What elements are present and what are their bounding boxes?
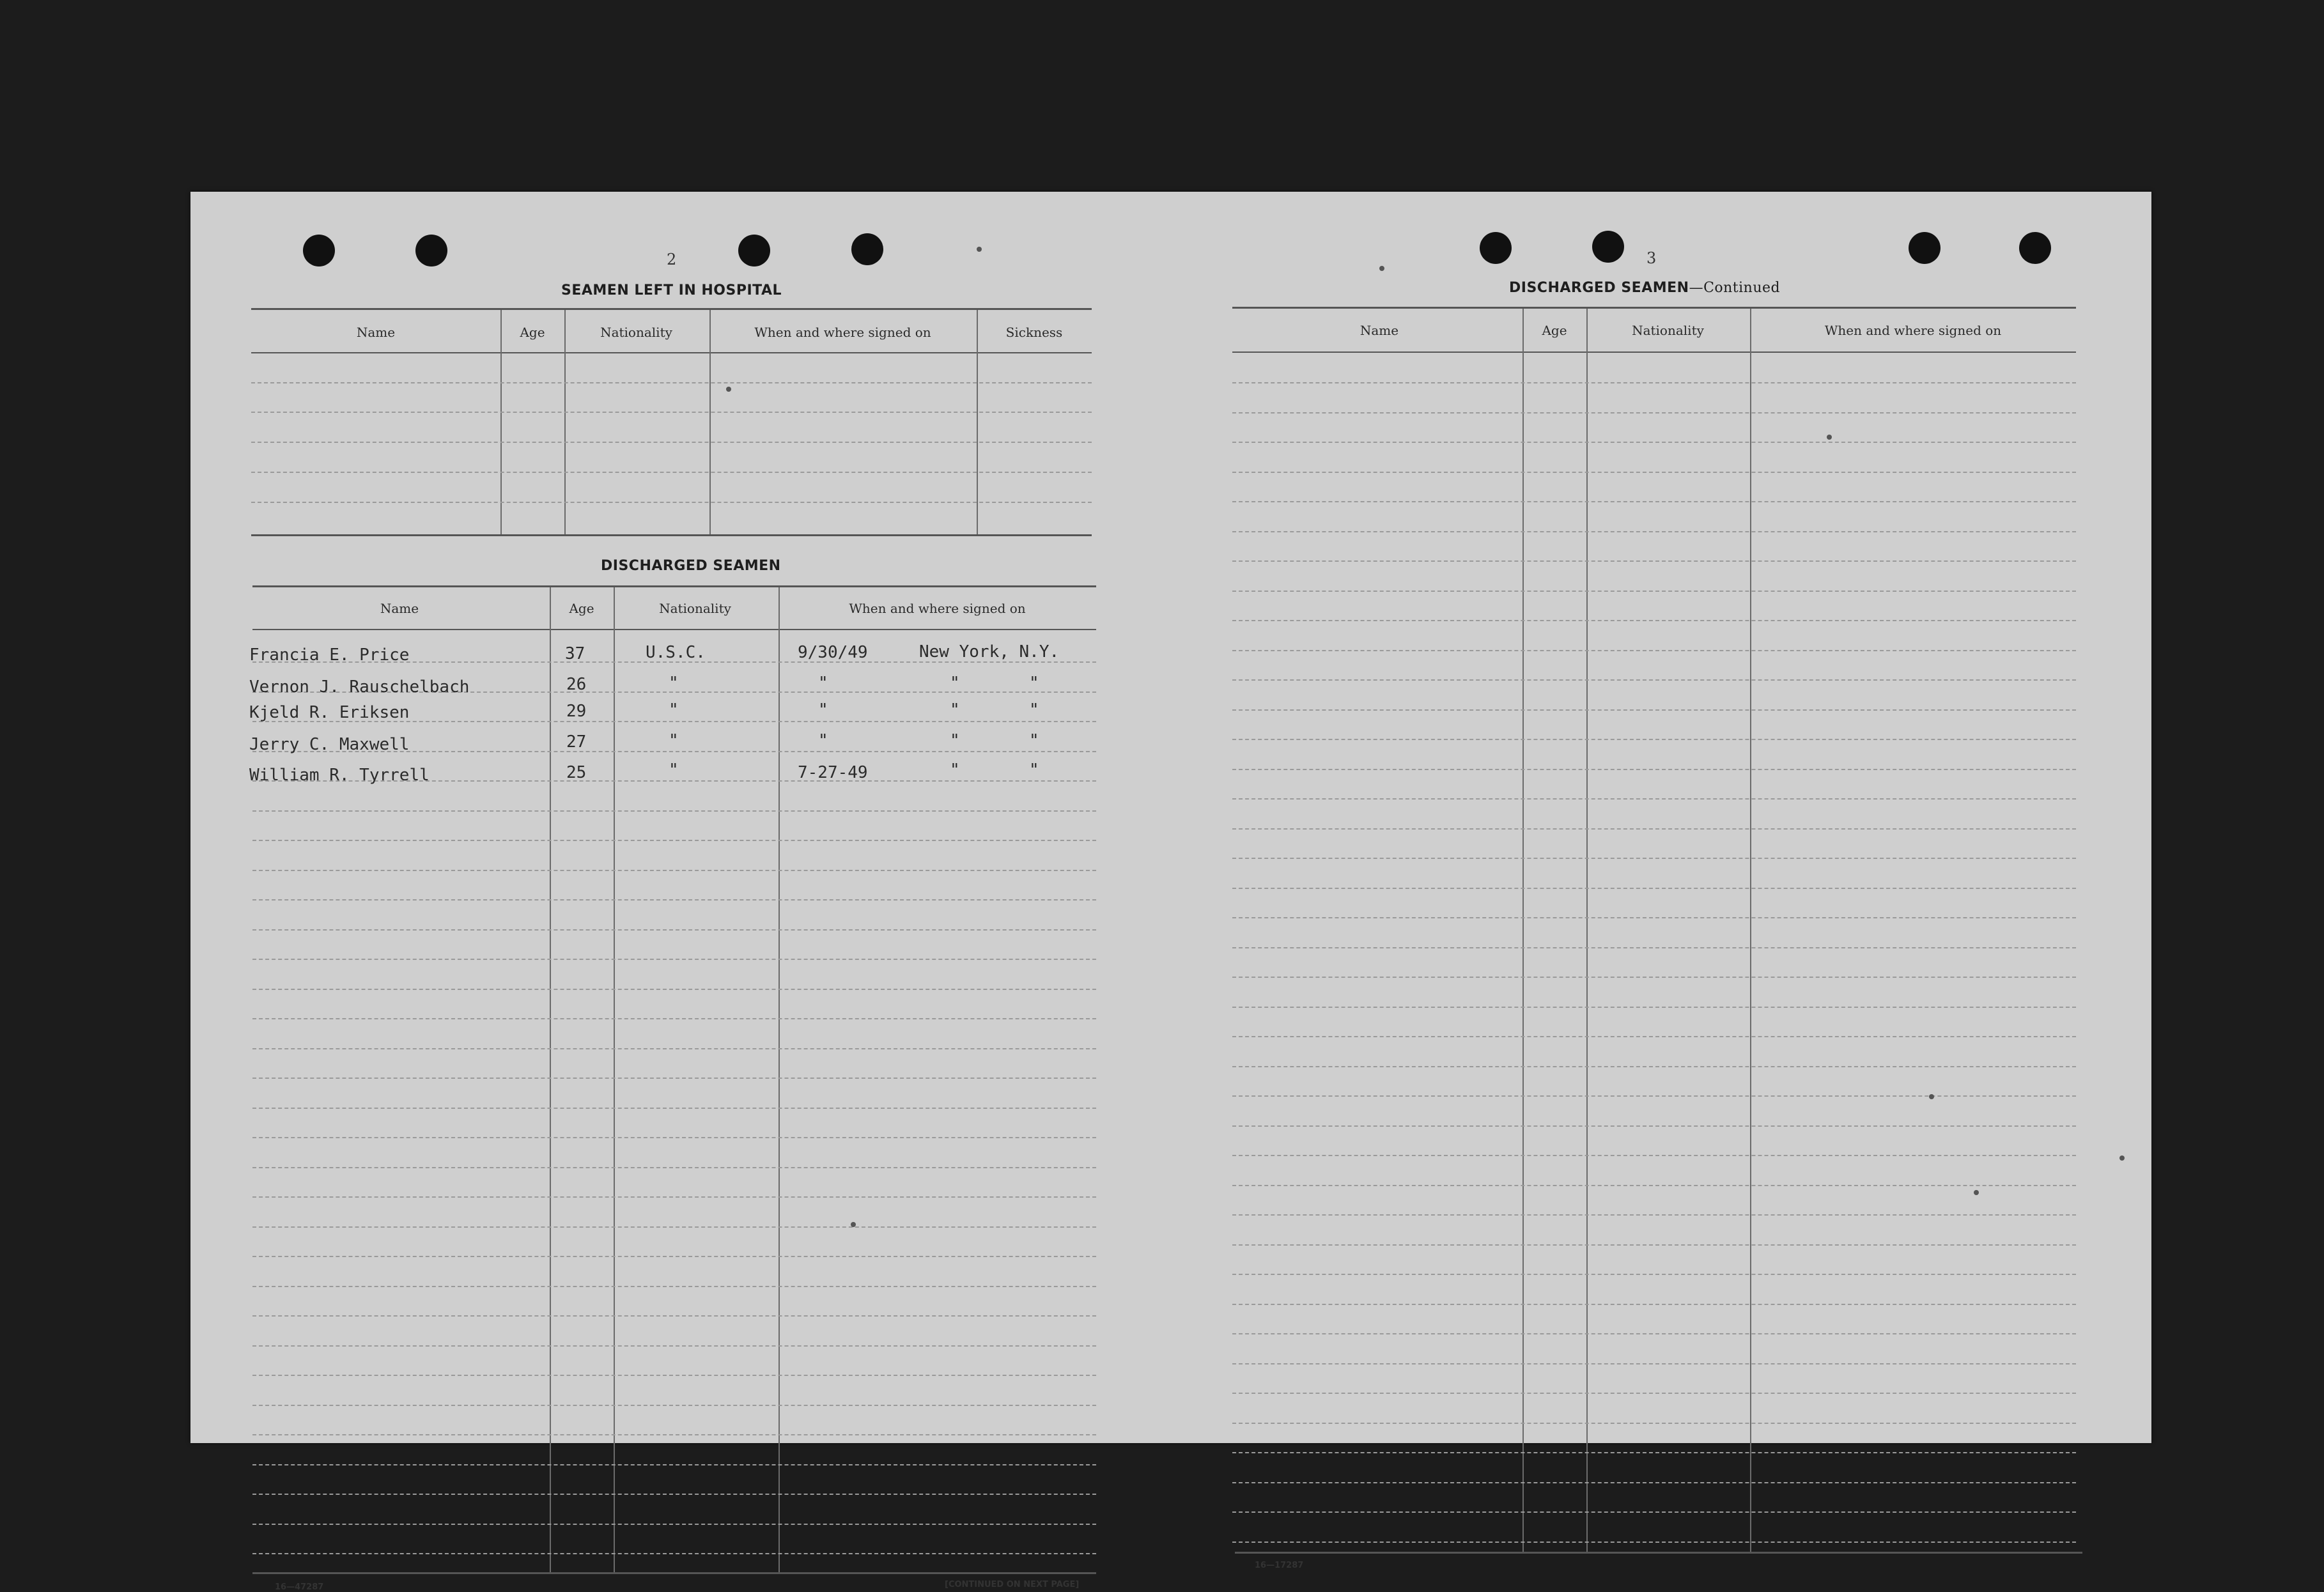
ruled-line — [252, 989, 1096, 990]
paper-speck — [1974, 1190, 1979, 1195]
ruled-line — [1232, 1036, 2076, 1037]
hospital-header-sickness: Sickness — [1005, 325, 1063, 340]
ditto-mark: " — [669, 761, 679, 780]
ruled-line — [1232, 769, 2076, 770]
punch-hole — [1592, 231, 1624, 263]
paper-speck — [2119, 1155, 2125, 1161]
continued-header-name: Name — [1360, 323, 1399, 338]
ruled-line — [1232, 1393, 2076, 1394]
ruled-line — [252, 1286, 1096, 1287]
paper-speck — [1379, 266, 1384, 271]
ruled-line — [1232, 382, 2076, 383]
column-divider — [614, 587, 615, 1573]
punch-hole — [2019, 232, 2051, 264]
discharged-section-title: DISCHARGED SEAMEN — [601, 558, 781, 574]
punch-hole — [738, 235, 770, 267]
ditto-mark: " — [669, 674, 679, 693]
discharged-header-signed-on: When and where signed on — [849, 601, 1026, 616]
ruled-line — [252, 810, 1096, 812]
paper-speck — [977, 247, 982, 252]
ruled-line — [1232, 828, 2076, 830]
ruled-line — [1232, 1066, 2076, 1067]
ruled-line — [1232, 1452, 2076, 1453]
ruled-line — [252, 1196, 1096, 1198]
ruled-line — [1232, 1244, 2076, 1246]
seaman-age: 37 — [565, 644, 585, 663]
ruled-line — [1232, 739, 2076, 740]
seaman-nationality: U.S.C. — [646, 643, 706, 662]
table-top-rule — [1232, 307, 2076, 309]
hospital-section-title: SEAMEN LEFT IN HOSPITAL — [561, 282, 782, 298]
document-sheet — [190, 192, 2151, 1592]
column-divider — [1750, 309, 1751, 1552]
ruled-line — [1232, 1007, 2076, 1008]
ruled-line — [1232, 1095, 2076, 1097]
ruled-line — [1232, 679, 2076, 681]
ruled-line — [1232, 798, 2076, 800]
column-divider — [1586, 309, 1588, 1552]
signed-on-date: 9/30/49 — [798, 643, 868, 662]
seaman-name: William R. Tyrrell — [249, 766, 430, 785]
ruled-line — [252, 1137, 1096, 1138]
ruled-line — [1232, 1125, 2076, 1127]
paper-speck — [1929, 1094, 1934, 1099]
ruled-line — [252, 1464, 1096, 1465]
continued-header-signed-on: When and where signed on — [1824, 323, 2002, 338]
ruled-line — [252, 1256, 1096, 1257]
seaman-name: Jerry C. Maxwell — [249, 735, 410, 754]
ditto-mark: " — [669, 731, 679, 750]
continued-header-nationality: Nationality — [1632, 323, 1704, 338]
ruled-line — [1232, 1511, 2076, 1513]
ruled-line — [252, 840, 1096, 841]
table-top-rule — [252, 585, 1096, 587]
punch-hole — [1480, 232, 1512, 264]
ruled-line — [251, 502, 1092, 503]
ditto-mark: " — [1029, 731, 1039, 750]
ruled-line — [1232, 1185, 2076, 1186]
punch-hole — [1909, 232, 1941, 264]
punch-hole — [303, 235, 335, 267]
discharged-header-nationality: Nationality — [659, 601, 731, 616]
ruled-line — [252, 1315, 1096, 1317]
ruled-line — [252, 1018, 1096, 1019]
table-bottom-rule — [252, 1572, 1096, 1574]
ruled-line — [251, 412, 1092, 413]
ruled-line — [252, 1226, 1096, 1228]
seaman-name: Francia E. Price — [249, 645, 410, 665]
punch-hole — [415, 235, 447, 267]
header-rule — [252, 629, 1096, 630]
paper-speck — [1827, 435, 1832, 440]
seaman-age: 27 — [566, 732, 587, 752]
hospital-header-signed-on: When and where signed on — [754, 325, 931, 340]
ditto-mark: " — [1029, 674, 1039, 693]
ruled-line — [252, 1167, 1096, 1168]
ruled-line — [252, 1524, 1096, 1525]
ruled-line — [252, 1553, 1096, 1554]
table-bottom-rule — [251, 534, 1092, 536]
ruled-line — [1232, 1274, 2076, 1275]
ruled-line — [1232, 888, 2076, 889]
continued-header-age: Age — [1542, 323, 1567, 338]
seaman-name: Kjeld R. Eriksen — [249, 703, 410, 722]
header-rule — [251, 352, 1092, 353]
ruled-line — [1232, 1542, 2076, 1543]
ruled-line — [1232, 1482, 2076, 1483]
ruled-line — [252, 1345, 1096, 1347]
paper-speck — [726, 387, 731, 392]
ruled-line — [252, 870, 1096, 871]
ruled-line — [252, 1078, 1096, 1079]
discharged-continued-title — [1509, 280, 1780, 296]
ditto-mark: " — [950, 700, 960, 720]
ruled-line — [252, 959, 1096, 960]
punch-hole — [851, 233, 883, 265]
ruled-line — [252, 929, 1096, 931]
page-number-right: 3 — [1646, 249, 1657, 267]
column-divider — [1522, 309, 1524, 1552]
ruled-line — [1232, 977, 2076, 978]
ruled-line — [1232, 1423, 2076, 1424]
ruled-line — [252, 1048, 1096, 1049]
title-suffix: —Continued — [1689, 280, 1781, 296]
ruled-line — [1232, 858, 2076, 859]
header-rule — [1232, 352, 2076, 353]
ruled-line — [1232, 501, 2076, 502]
seaman-age: 25 — [566, 763, 587, 782]
ruled-line — [1232, 591, 2076, 592]
ditto-mark: " — [1029, 761, 1039, 780]
discharged-header-name: Name — [380, 601, 419, 616]
ruled-line — [252, 1405, 1096, 1406]
hospital-header-age: Age — [520, 325, 545, 340]
column-divider — [779, 587, 780, 1573]
signed-on-place: New York, N.Y. — [919, 642, 1060, 661]
ruled-line — [252, 1494, 1096, 1495]
ruled-line — [252, 899, 1096, 900]
ruled-line — [1232, 947, 2076, 948]
ruled-line — [251, 442, 1092, 443]
ditto-mark: " — [950, 674, 960, 693]
ditto-mark: " — [1029, 700, 1039, 720]
ditto-mark: " — [818, 731, 828, 750]
ruled-line — [1232, 650, 2076, 651]
ruled-line — [1232, 1333, 2076, 1334]
ruled-line — [252, 1434, 1096, 1435]
seaman-age: 29 — [566, 702, 587, 721]
ruled-line — [251, 382, 1092, 383]
form-number-left: 16—47287 — [275, 1582, 324, 1592]
discharged-header-age: Age — [569, 601, 594, 616]
ruled-line — [1232, 1304, 2076, 1305]
continued-note: [CONTINUED ON NEXT PAGE] — [945, 1580, 1080, 1589]
ruled-line — [1232, 709, 2076, 711]
table-top-rule — [251, 308, 1092, 310]
ruled-line — [1232, 1363, 2076, 1364]
paper-speck — [851, 1222, 856, 1227]
ruled-line — [1232, 620, 2076, 621]
column-divider — [550, 587, 551, 1573]
ditto-mark: " — [669, 700, 679, 720]
ruled-line — [1232, 1214, 2076, 1216]
ditto-mark: " — [818, 674, 828, 693]
ruled-line — [1232, 531, 2076, 532]
page-number-left: 2 — [667, 251, 677, 268]
ruled-line — [1232, 442, 2076, 443]
ruled-line — [1232, 560, 2076, 562]
ruled-line — [1232, 412, 2076, 413]
seaman-age: 26 — [566, 675, 587, 694]
ruled-line — [251, 472, 1092, 473]
ditto-mark: " — [950, 731, 960, 750]
ruled-line — [1232, 917, 2076, 918]
form-number-right: 16—17287 — [1255, 1561, 1304, 1570]
hospital-header-nationality: Nationality — [600, 325, 672, 340]
ruled-line — [252, 1375, 1096, 1376]
ruled-line — [1232, 1155, 2076, 1156]
table-bottom-rule — [1235, 1552, 2082, 1554]
signed-on-date: 7-27-49 — [798, 763, 868, 782]
title-text: DISCHARGED SEAMEN — [1509, 280, 1689, 296]
ditto-mark: " — [950, 761, 960, 780]
seaman-name: Vernon J. Rauschelbach — [249, 677, 470, 697]
ditto-mark: " — [818, 700, 828, 720]
ruled-line — [1232, 472, 2076, 473]
hospital-header-name: Name — [356, 325, 396, 340]
ruled-line — [252, 1108, 1096, 1109]
